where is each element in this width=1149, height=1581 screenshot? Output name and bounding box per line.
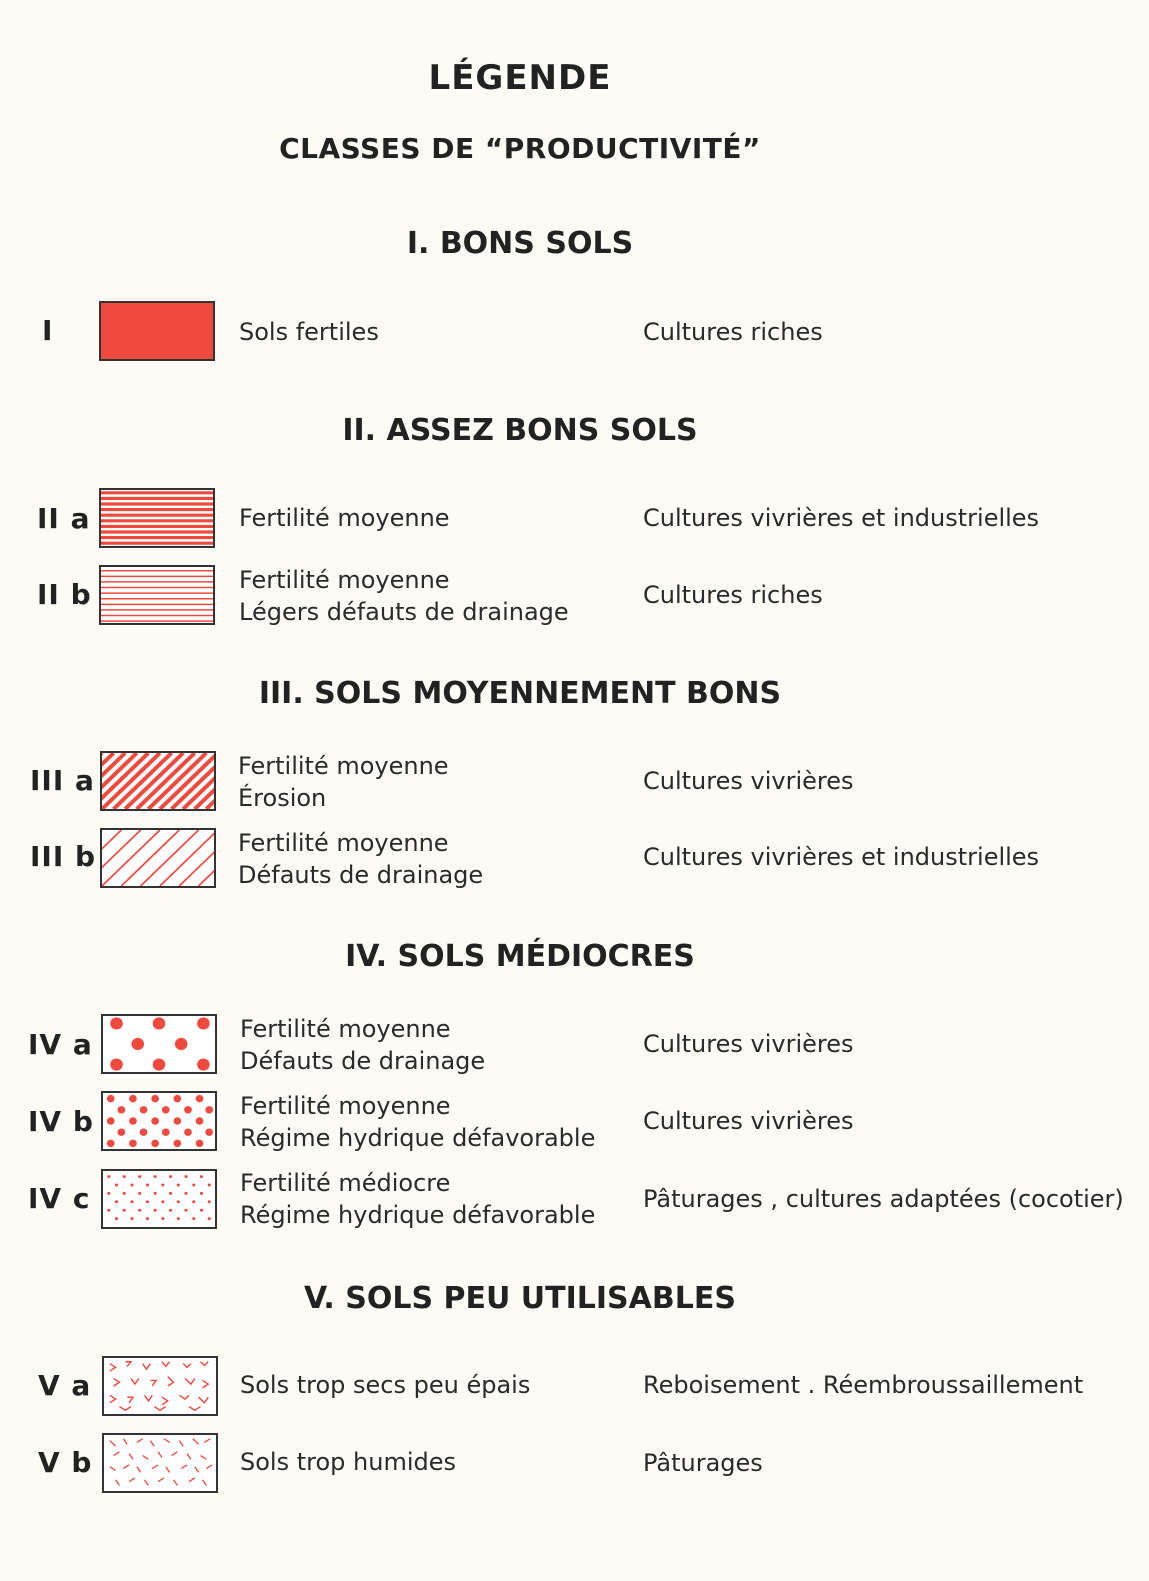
swatch-large-dots [101,1014,217,1074]
class-description-i [239,316,379,348]
class-code-iiib: III b [30,840,97,873]
class-description-iia [239,502,450,534]
swatch-sparse-diagonal-lines [100,828,216,888]
legend-title: LÉGENDE [428,58,612,98]
description-line: Légers défauts de drainage [239,598,569,626]
section-title-iv: IV. SOLS MÉDIOCRES [345,939,695,974]
description-line: Fertilité moyenne [239,504,450,532]
description-line: Fertilité médiocre [240,1169,451,1197]
class-code-iva: IV a [28,1028,93,1061]
description-line: Régime hydrique défavorable [240,1201,596,1229]
class-use-iva: Cultures vivrières [643,1030,854,1058]
class-description-iva [240,1013,485,1077]
class-use-iia: Cultures vivrières et industrielles [643,504,1040,532]
class-description-vb [240,1446,456,1478]
swatch-medium-dots [101,1091,217,1151]
description-line: Érosion [238,784,327,812]
class-code-i: I [42,314,54,347]
class-use-iiia: Cultures vivrières [643,767,854,795]
class-use-iiib: Cultures vivrières et industrielles [643,843,1040,871]
description-line: Fertilité moyenne [239,566,450,594]
swatch-small-dots [101,1169,217,1229]
class-description-ivc [240,1167,595,1231]
description-line: Sols fertiles [239,318,379,346]
swatch-dash-marks [102,1433,218,1493]
class-use-vb: Pâturages [643,1449,763,1477]
class-code-ivc: IV c [28,1182,91,1215]
swatch-thin-horizontal-lines [99,565,215,625]
class-use-va: Reboisement . Réembroussaillement [643,1371,1084,1399]
description-line: Fertilité moyenne [240,1092,451,1120]
description-line: Sols trop secs peu épais [240,1371,531,1399]
class-use-ivc: Pâturages , cultures adaptées (cocotier) [643,1185,1124,1213]
class-description-iiib [238,827,483,891]
class-code-ivb: IV b [28,1105,94,1138]
class-use-ivb: Cultures vivrières [643,1107,854,1135]
description-line: Régime hydrique défavorable [240,1124,596,1152]
class-code-va: V a [38,1369,92,1402]
class-description-va [240,1369,530,1401]
legend-subtitle: CLASSES DE “PRODUCTIVITÉ” [279,132,761,165]
swatch-solid [99,301,215,361]
class-description-ivb [240,1090,595,1154]
description-line: Défauts de drainage [240,1047,486,1075]
swatch-dense-diagonal-lines [100,751,216,811]
description-line: Sols trop humides [240,1448,456,1476]
class-use-iib: Cultures riches [643,581,823,609]
section-title-v: V. SOLS PEU UTILISABLES [304,1281,736,1316]
class-code-iiia: III a [30,764,95,797]
description-line: Fertilité moyenne [240,1015,451,1043]
swatch-dense-horizontal-lines [99,488,215,548]
class-code-vb: V b [38,1446,93,1479]
description-line: Fertilité moyenne [238,829,449,857]
class-code-iia: II a [37,502,91,535]
class-description-iiia [238,750,449,814]
swatch-angle-marks [102,1356,218,1416]
class-code-iib: II b [37,578,92,611]
class-description-iib [239,564,569,628]
section-title-ii: II. ASSEZ BONS SOLS [342,413,698,448]
class-use-i: Cultures riches [643,318,823,346]
description-line: Fertilité moyenne [238,752,449,780]
description-line: Défauts de drainage [238,861,484,889]
section-title-iii: III. SOLS MOYENNEMENT BONS [258,676,782,711]
section-title-i: I. BONS SOLS [406,226,634,261]
